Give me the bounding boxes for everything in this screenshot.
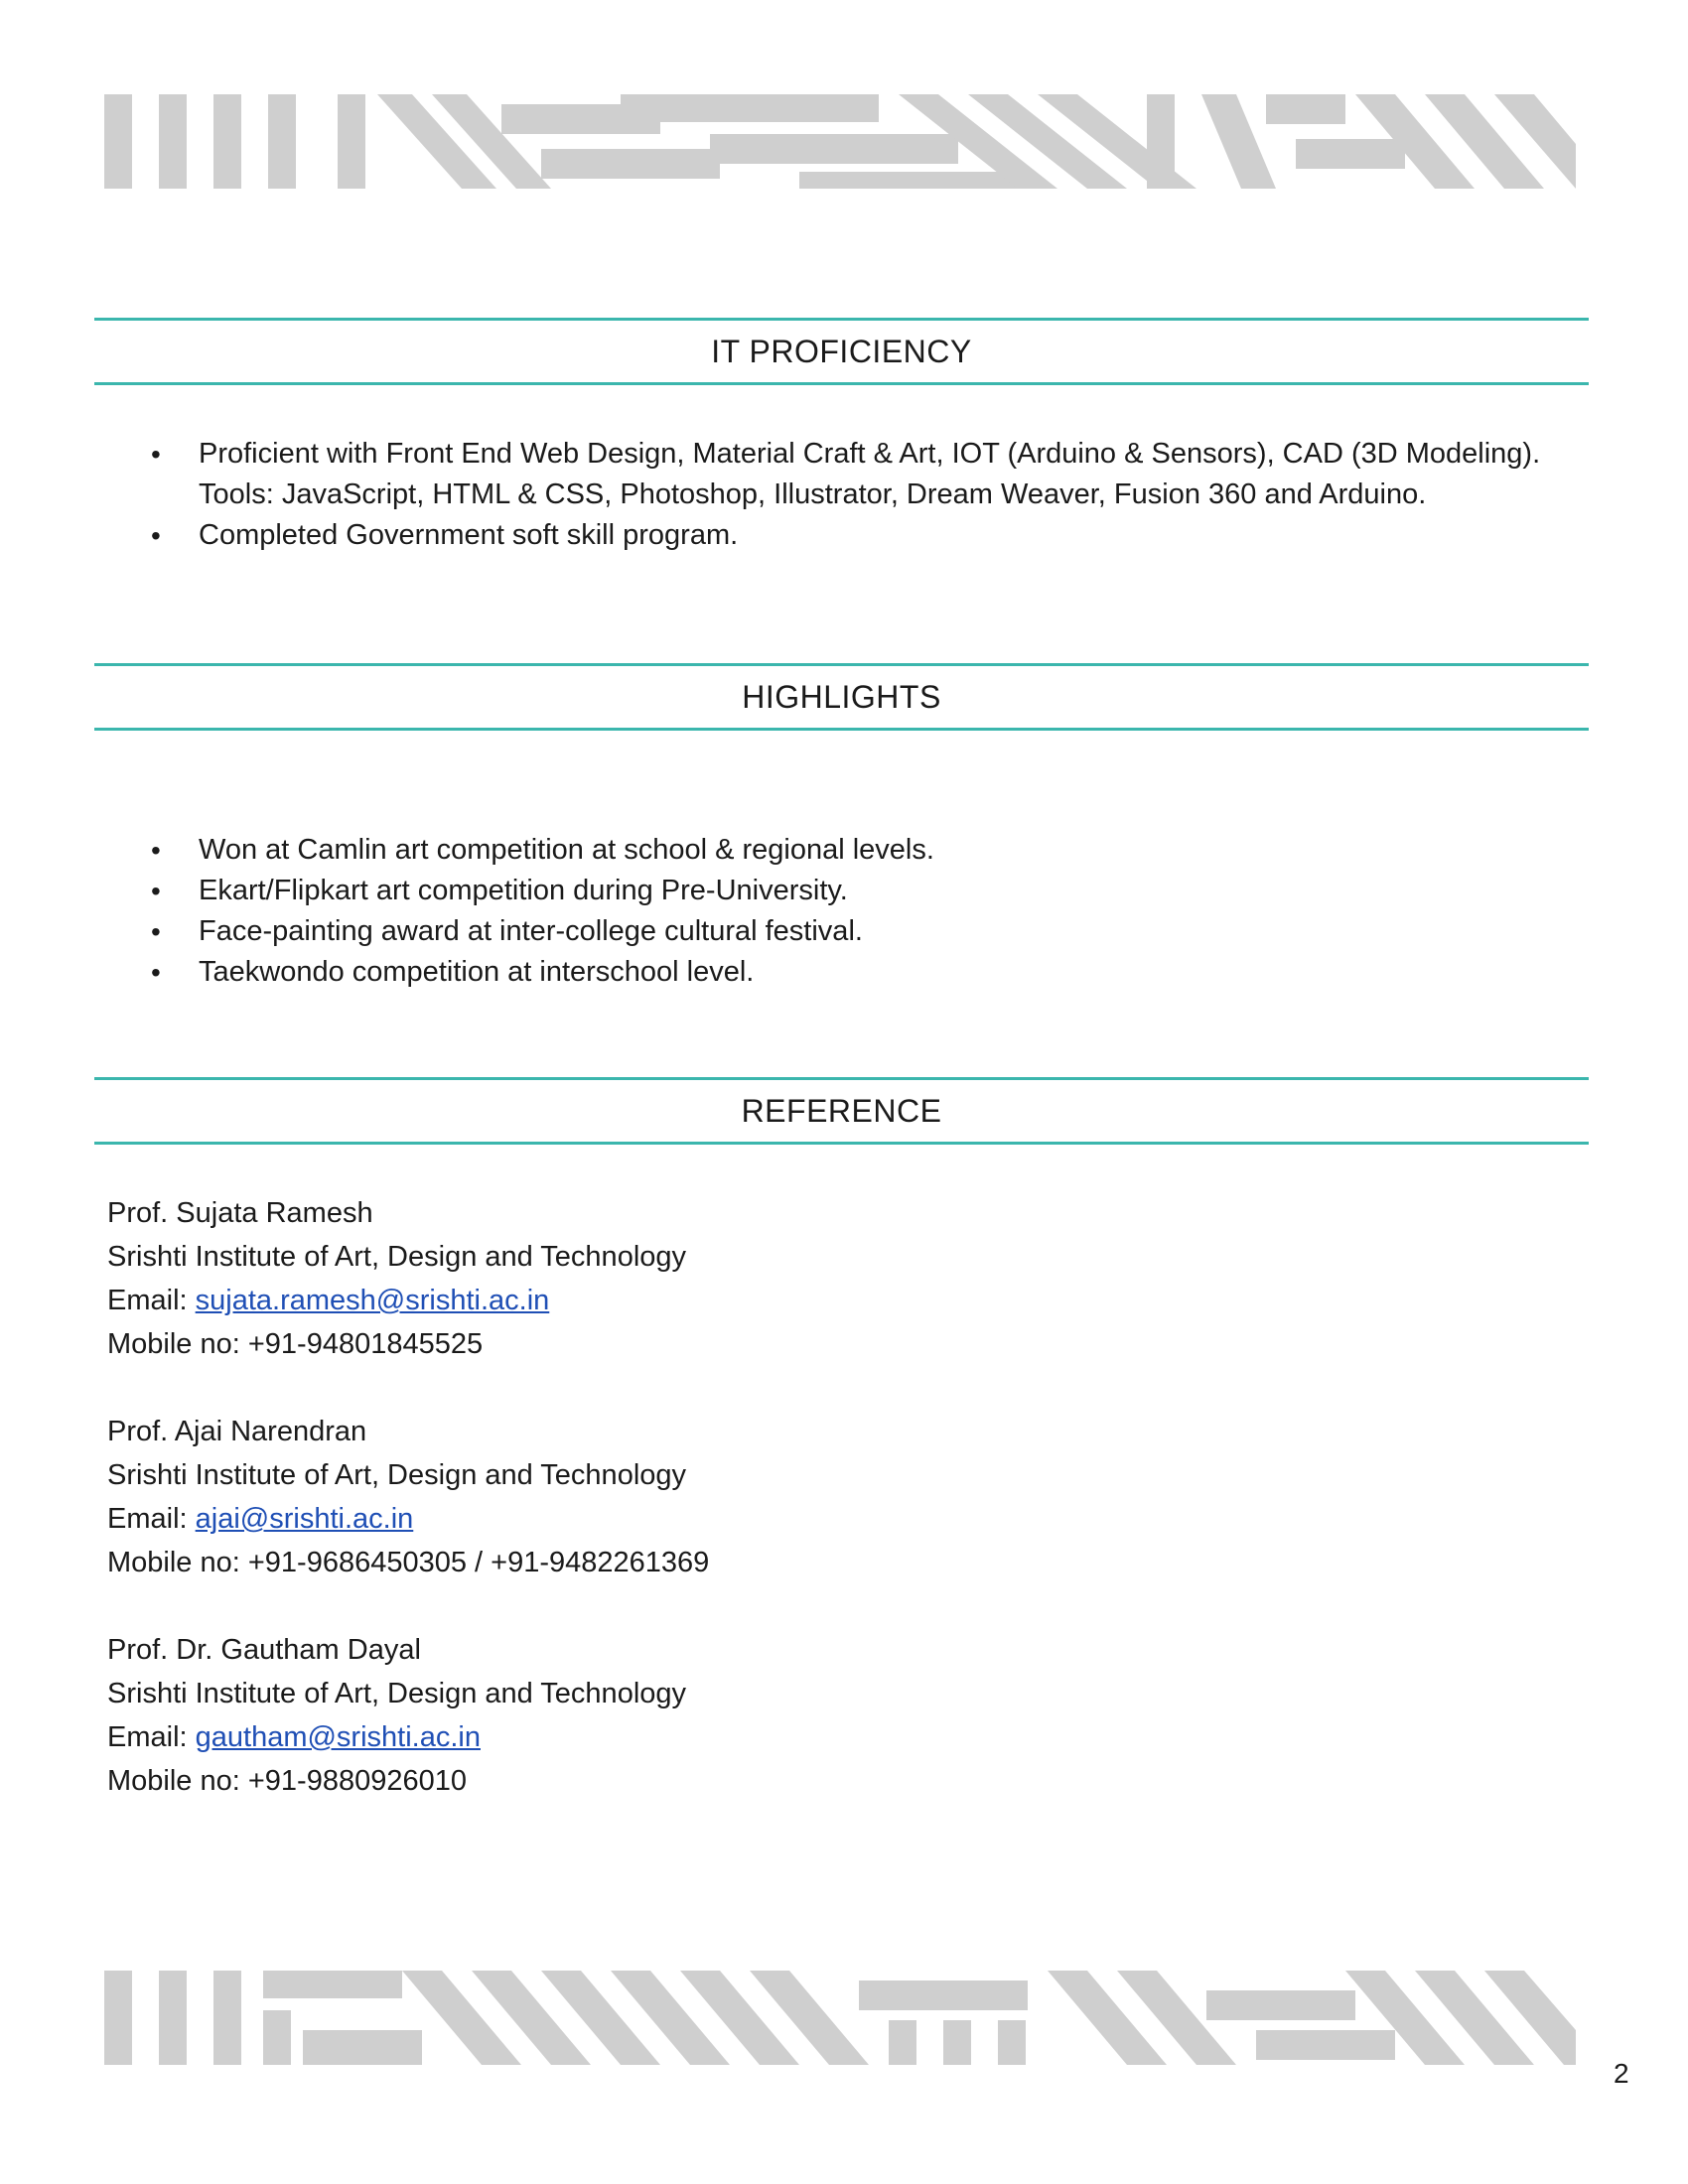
reference-entry — [107, 1410, 1100, 1584]
reference-institute: Srishti Institute of Art, Design and Technology — [107, 1459, 687, 1491]
reference-institute: Srishti Institute of Art, Design and Technology — [107, 1678, 687, 1709]
reference-institute: Srishti Institute of Art, Design and Technology — [107, 1241, 687, 1273]
section-title: HIGHLIGHTS — [742, 678, 941, 715]
stripe-pattern-icon — [104, 94, 1576, 189]
email-link[interactable]: gautham@srishti.ac.in — [195, 1721, 481, 1753]
reference-mobile: Mobile no: +91-9686450305 / +91-9482261369 — [107, 1547, 710, 1578]
reference-mobile: Mobile no: +91-9880926010 — [107, 1765, 467, 1797]
section-heading-highlights — [94, 663, 1589, 731]
decorative-banner-bottom — [104, 1971, 1576, 2065]
it-proficiency-list — [139, 434, 1569, 556]
reference-email-line — [107, 1279, 1100, 1322]
reference-name: Prof. Sujata Ramesh — [107, 1197, 373, 1229]
page-number: 2 — [1614, 2058, 1629, 2089]
stripe-pattern-icon — [104, 1971, 1576, 2065]
list-item: • Ekart/Flipkart art competition during Pre-University. — [139, 871, 1569, 911]
reference-email-line — [107, 1497, 1100, 1541]
section-title: REFERENCE — [741, 1092, 942, 1129]
reference-entry — [107, 1191, 1100, 1366]
list-item: • Taekwondo competition at interschool level. — [139, 952, 1569, 993]
section-heading-reference — [94, 1077, 1589, 1145]
email-link[interactable]: sujata.ramesh@srishti.ac.in — [195, 1285, 550, 1316]
decorative-banner-top — [104, 94, 1576, 189]
reference-mobile: Mobile no: +91-94801845525 — [107, 1328, 484, 1360]
reference-email-line — [107, 1715, 1100, 1759]
section-heading-it-proficiency — [94, 318, 1589, 385]
list-item: • Face-painting award at inter-college cultural festival. — [139, 911, 1569, 952]
highlights-list — [139, 830, 1569, 993]
section-title: IT PROFICIENCY — [711, 333, 972, 369]
email-link[interactable]: ajai@srishti.ac.in — [195, 1503, 414, 1535]
reference-name: Prof. Dr. Gautham Dayal — [107, 1634, 421, 1666]
reference-name: Prof. Ajai Narendran — [107, 1416, 367, 1447]
list-item: • Completed Government soft skill program. — [139, 515, 1569, 556]
email-label: Email: — [107, 1503, 196, 1535]
list-item: • Won at Camlin art competition at school & regional levels. — [139, 830, 1569, 871]
email-label: Email: — [107, 1721, 196, 1753]
email-label: Email: — [107, 1285, 196, 1316]
reference-list — [107, 1191, 1100, 1846]
list-item: • Proficient with Front End Web Design, Material Craft & Art, IOT (Arduino & Sensors), CAD (3D Modeling). Tools: JavaScript, HTML & CSS, Photoshop, Illustrator, Dream Weaver, Fusion 360 and Arduino. — [139, 434, 1569, 515]
reference-entry — [107, 1628, 1100, 1803]
